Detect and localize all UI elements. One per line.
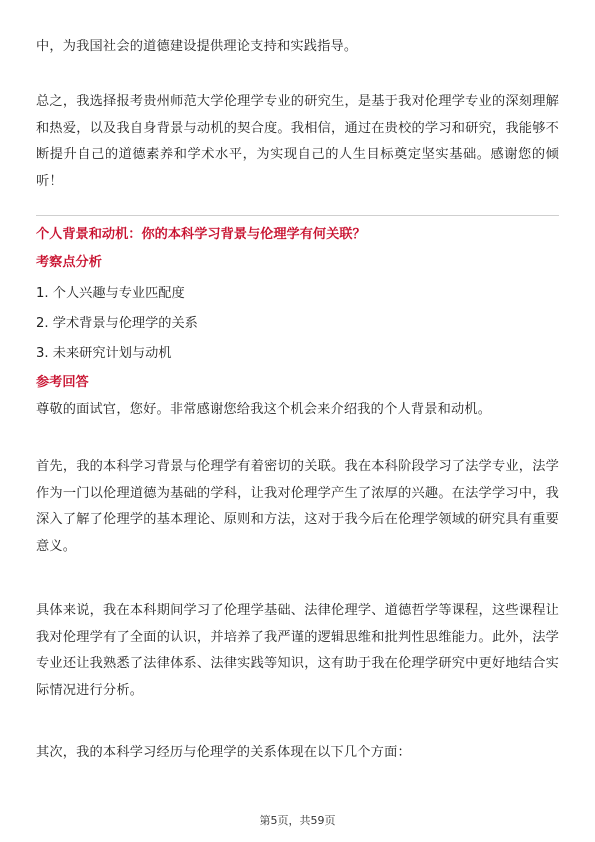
question-heading: 个人背景和动机：你的本科学习背景与伦理学有何关联？ bbox=[36, 227, 366, 242]
answer-title: 参考回答 bbox=[36, 375, 89, 390]
analysis-item-1: 1. 个人兴趣与专业匹配度 bbox=[36, 286, 185, 301]
answer-paragraph-details: 具体来说，我在本科期间学习了伦理学基础、法律伦理学、道德哲学等课程，这些课程让我对伦理学有了全面的认识，并培养了我严谨的逻辑思维和批判性思维能力。此外，法学专业还让我熟悉了法律体系、法律实践等知识，这有助于我在伦理学研究中更好地结合实际情况进行分析。 bbox=[36, 603, 559, 698]
paragraph-conclusion: 总之，我选择报考贵州师范大学伦理学专业的研究生，是基于我对伦理学专业的深刻理解和热爱，以及我自身背景与动机的契合度。我相信，通过在贵校的学习和研究，我能够不断提升自己的道德素养和学术水平，为实现自己的人生目标奠定坚实基础。感谢您的倾听！ bbox=[36, 94, 559, 189]
answer-greeting: 尊敬的面试官，您好。非常感谢您给我这个机会来介绍我的个人背景和动机。 bbox=[36, 402, 492, 417]
section-divider bbox=[36, 215, 559, 216]
analysis-item-2: 2. 学术背景与伦理学的关系 bbox=[36, 316, 198, 331]
analysis-title: 考察点分析 bbox=[36, 255, 102, 270]
answer-paragraph-first: 首先，我的本科学习背景与伦理学有着密切的关联。我在本科阶段学习了法学专业，法学作为一门以伦理道德为基础的学科，让我对伦理学产生了浓厚的兴趣。在法学学习中，我深入了解了伦理学的基本理论、原则和方法，这对于我今后在伦理学领域的研究具有重要意义。 bbox=[36, 459, 559, 554]
answer-paragraph-second: 其次，我的本科学习经历与伦理学的关系体现在以下几个方面： bbox=[36, 745, 411, 760]
paragraph-continuation: 中，为我国社会的道德建设提供理论支持和实践指导。 bbox=[36, 39, 358, 54]
analysis-item-3: 3. 未来研究计划与动机 bbox=[36, 346, 172, 361]
page-number: 第5页，共59页 bbox=[259, 814, 336, 827]
analysis-list bbox=[36, 279, 198, 369]
